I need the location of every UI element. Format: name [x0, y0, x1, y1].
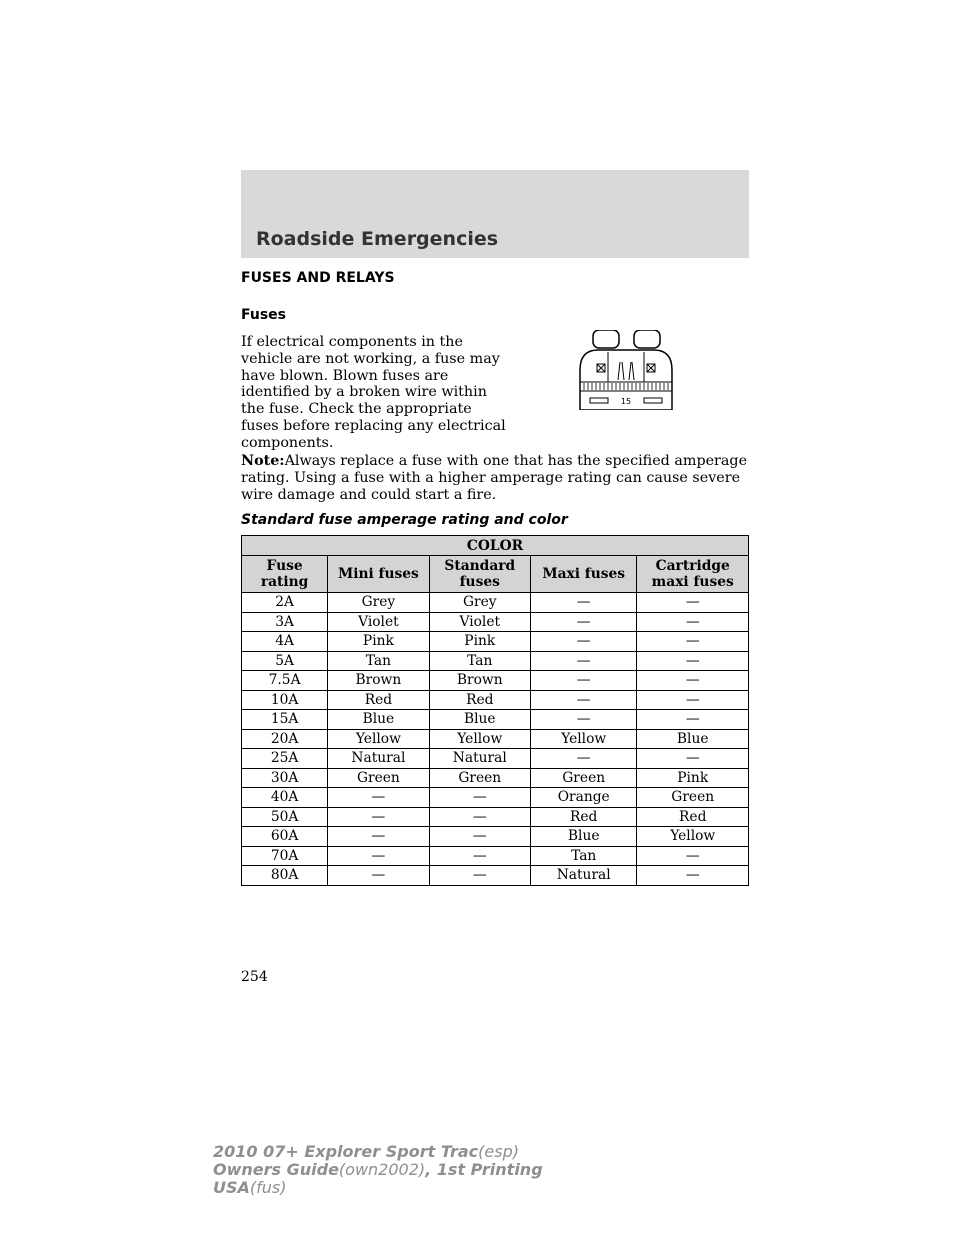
table-cell: Green: [429, 768, 530, 788]
table-cell: Pink: [429, 632, 530, 652]
footer-printing: , 1st Printing: [425, 1160, 543, 1179]
table-cell: 60A: [242, 827, 328, 847]
section-title: FUSES AND RELAYS: [241, 270, 395, 286]
table-cell: —: [328, 827, 429, 847]
table-cell: Red: [637, 807, 749, 827]
table-cell: —: [637, 749, 749, 769]
table-cell: —: [328, 846, 429, 866]
footer-line-1: [213, 1143, 543, 1161]
column-header-cartridge-maxi-fuses: Cartridge maxi fuses: [637, 556, 749, 593]
note-label: Note:: [241, 453, 285, 469]
footer-model: 2010 07+ Explorer Sport Trac: [213, 1142, 479, 1161]
table-row: [242, 729, 749, 749]
table-cell: 70A: [242, 846, 328, 866]
table-cell: Red: [530, 807, 636, 827]
table-cell: —: [637, 690, 749, 710]
footer-line-2: [213, 1161, 543, 1179]
fuse-table-body: [242, 593, 749, 886]
intro-paragraph: If electrical components in the vehicle are not working, a fuse may have blown. Blown fuses are identified by a broken wire within the fuse. Check the appropriate fuses before replacing any electrical components.: [241, 334, 506, 451]
table-cell: —: [637, 671, 749, 691]
table-cell: Yellow: [429, 729, 530, 749]
table-cell: Blue: [637, 729, 749, 749]
table-cell: Red: [328, 690, 429, 710]
table-cell: —: [637, 846, 749, 866]
table-row: [242, 749, 749, 769]
table-cell: —: [637, 710, 749, 730]
table-cell: —: [328, 788, 429, 808]
table-cell: Tan: [530, 846, 636, 866]
table-cell: 20A: [242, 729, 328, 749]
table-cell: —: [429, 827, 530, 847]
table-cell: —: [530, 612, 636, 632]
table-row: [242, 710, 749, 730]
table-cell: Green: [637, 788, 749, 808]
table-cell: 7.5A: [242, 671, 328, 691]
table-cell: Violet: [429, 612, 530, 632]
table-title: Standard fuse amperage rating and color: [241, 512, 568, 528]
table-cell: —: [429, 866, 530, 886]
table-cell: Natural: [328, 749, 429, 769]
table-row: [242, 651, 749, 671]
table-cell: Natural: [429, 749, 530, 769]
table-cell: 40A: [242, 788, 328, 808]
table-cell: 50A: [242, 807, 328, 827]
table-cell: 4A: [242, 632, 328, 652]
column-header-fuse-rating: Fuse rating: [242, 556, 328, 593]
table-cell: 5A: [242, 651, 328, 671]
table-row: [242, 827, 749, 847]
table-row: [242, 632, 749, 652]
table-cell: Blue: [530, 827, 636, 847]
table-cell: Blue: [328, 710, 429, 730]
table-cell: —: [328, 866, 429, 886]
table-cell: Orange: [530, 788, 636, 808]
footer-market-code: (fus): [249, 1178, 287, 1197]
fuse-color-table: [241, 535, 749, 886]
table-cell: 2A: [242, 593, 328, 613]
footer-guide-code: (own2002): [338, 1160, 426, 1179]
note-text: Always replace a fuse with one that has the specified amperage rating. Using a fuse with a higher amperage rating can cause severe wire damage and could start a fire.: [241, 453, 748, 503]
table-row: [242, 846, 749, 866]
table-cell: Pink: [637, 768, 749, 788]
table-cell: —: [530, 671, 636, 691]
column-header-standard-fuses: Standard fuses: [429, 556, 530, 593]
table-cell: Yellow: [637, 827, 749, 847]
table-cell: 30A: [242, 768, 328, 788]
table-row: [242, 690, 749, 710]
table-cell: 10A: [242, 690, 328, 710]
footer-guide: Owners Guide: [213, 1160, 339, 1179]
table-cell: —: [530, 593, 636, 613]
chapter-title: Roadside Emergencies: [256, 228, 499, 250]
chapter-header-band: [241, 170, 749, 258]
footer-market: USA: [213, 1178, 250, 1197]
table-row: [242, 671, 749, 691]
table-cell: —: [530, 710, 636, 730]
table-cell: Green: [530, 768, 636, 788]
table-cell: Brown: [429, 671, 530, 691]
table-row: [242, 593, 749, 613]
table-cell: 25A: [242, 749, 328, 769]
column-header-mini-fuses: Mini fuses: [328, 556, 429, 593]
table-cell: Brown: [328, 671, 429, 691]
table-cell: —: [429, 846, 530, 866]
subsection-title: Fuses: [241, 307, 286, 323]
table-cell: —: [530, 632, 636, 652]
table-cell: 80A: [242, 866, 328, 886]
table-row: [242, 866, 749, 886]
table-cell: Tan: [429, 651, 530, 671]
column-header-maxi-fuses: Maxi fuses: [530, 556, 636, 593]
table-cell: 15A: [242, 710, 328, 730]
table-cell: —: [429, 807, 530, 827]
color-group-header: COLOR: [242, 536, 749, 556]
table-cell: 3A: [242, 612, 328, 632]
table-cell: Blue: [429, 710, 530, 730]
table-cell: —: [637, 866, 749, 886]
footer-model-code: (esp): [478, 1142, 519, 1161]
table-cell: —: [637, 651, 749, 671]
fuse-rating-label: 15: [620, 397, 632, 406]
table-cell: Yellow: [328, 729, 429, 749]
note-paragraph: [241, 453, 749, 503]
table-row: [242, 612, 749, 632]
table-cell: Pink: [328, 632, 429, 652]
table-cell: —: [328, 807, 429, 827]
footer-line-3: [213, 1179, 543, 1197]
table-row: [242, 807, 749, 827]
table-cell: —: [637, 612, 749, 632]
table-cell: Red: [429, 690, 530, 710]
table-cell: —: [530, 749, 636, 769]
table-cell: Natural: [530, 866, 636, 886]
table-cell: —: [429, 788, 530, 808]
table-cell: —: [530, 690, 636, 710]
table-cell: Violet: [328, 612, 429, 632]
table-cell: —: [637, 632, 749, 652]
fuse-illustration: [576, 330, 686, 410]
table-row: [242, 788, 749, 808]
table-cell: Grey: [328, 593, 429, 613]
table-cell: Green: [328, 768, 429, 788]
table-cell: Grey: [429, 593, 530, 613]
document-footer: [213, 1143, 543, 1197]
table-row: [242, 768, 749, 788]
table-cell: —: [530, 651, 636, 671]
table-cell: Yellow: [530, 729, 636, 749]
page-number: 254: [241, 969, 268, 985]
table-cell: Tan: [328, 651, 429, 671]
table-cell: —: [637, 593, 749, 613]
